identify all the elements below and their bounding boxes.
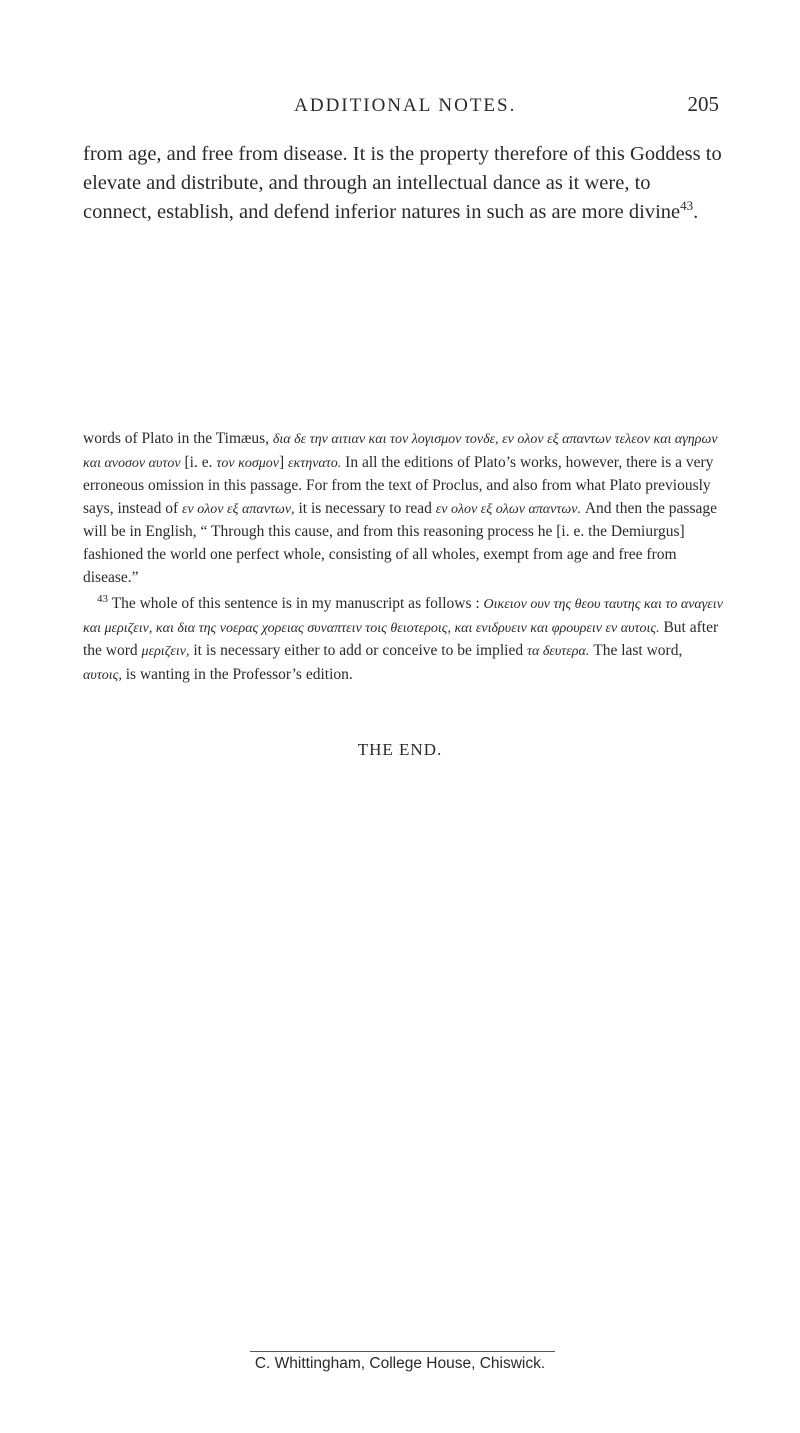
note-text: And then the passage will be in English, “ Through this cause, and from this reasoning process he [i. e. the Demiurgus] fashioned the world one perfect whole, consisting of all wholes, exempt from age and free from disease.” [83, 499, 718, 586]
running-title: ADDITIONAL NOTES. [294, 95, 517, 116]
footnote-continuation [83, 428, 723, 589]
greek-quote: εν ολον εξ απαντων, [182, 501, 295, 517]
page-header [83, 92, 719, 117]
printer-imprint: C. Whittingham, College House, Chiswick. [254, 1355, 546, 1372]
greek-quote: εν ολον εξ ολων απαντων. [435, 501, 581, 517]
main-paragraph-end: . [693, 201, 699, 223]
note-text: The whole of this sentence is in my manuscript as follows : [108, 595, 484, 613]
note-text: In all the editions of Plato’s works, however, there is a very erroneous omission in this passage. For from the text of Proclus, and also from what Plato previously says, instead of [83, 453, 714, 517]
main-paragraph [83, 140, 723, 227]
the-end: THE END. [357, 740, 443, 759]
greek-quote: Οικειον ουν της θεου ταυτης και το αναγειν και μεριζειν, και δια της νοερας χορειας συναπτειν τοις θειοτεροις, και ενιδρυειν και φρουρειν εν αυτοις. [83, 597, 723, 636]
note-text: ] [278, 453, 289, 471]
main-paragraph-text: from age, and free from disease. It is the property therefore of this Goddess to elevate and distribute, and through an intellectual dance as it were, to connect, establish, and defend inferior natures in such as are more divine [83, 143, 722, 223]
note-text: words of Plato in the Timæus, [83, 430, 273, 447]
footnote-43 [83, 593, 723, 687]
note-text: The last word, [589, 642, 683, 660]
footnotes [83, 428, 723, 688]
note-text: is wanting in the Professor’s edition. [121, 665, 353, 683]
greek-quote: δια δε την αιτιαν και τον λογισμον τονδε, εν ολον εξ απαντων τελεον και αγηρων και ανοσον αυτον [83, 432, 718, 471]
note-text: it is necessary to read [294, 499, 436, 517]
greek-quote: τα δευτερα. [526, 644, 590, 660]
footnote-number: 43 [97, 593, 108, 605]
greek-quote: τον κοσμον [216, 455, 279, 471]
greek-quote: μεριζειν, [141, 644, 190, 660]
note-text: it is necessary either to add or conceive to be implied [189, 642, 527, 660]
page-number: 205 [687, 92, 719, 116]
note-text: But after the word [83, 618, 719, 660]
note-reference: 43 [680, 198, 694, 214]
note-text: [i. e. [180, 453, 217, 471]
greek-quote: αυτοις, [83, 667, 122, 683]
imprint-divider [250, 1351, 555, 1352]
greek-quote: εκτηνατο. [288, 455, 342, 471]
